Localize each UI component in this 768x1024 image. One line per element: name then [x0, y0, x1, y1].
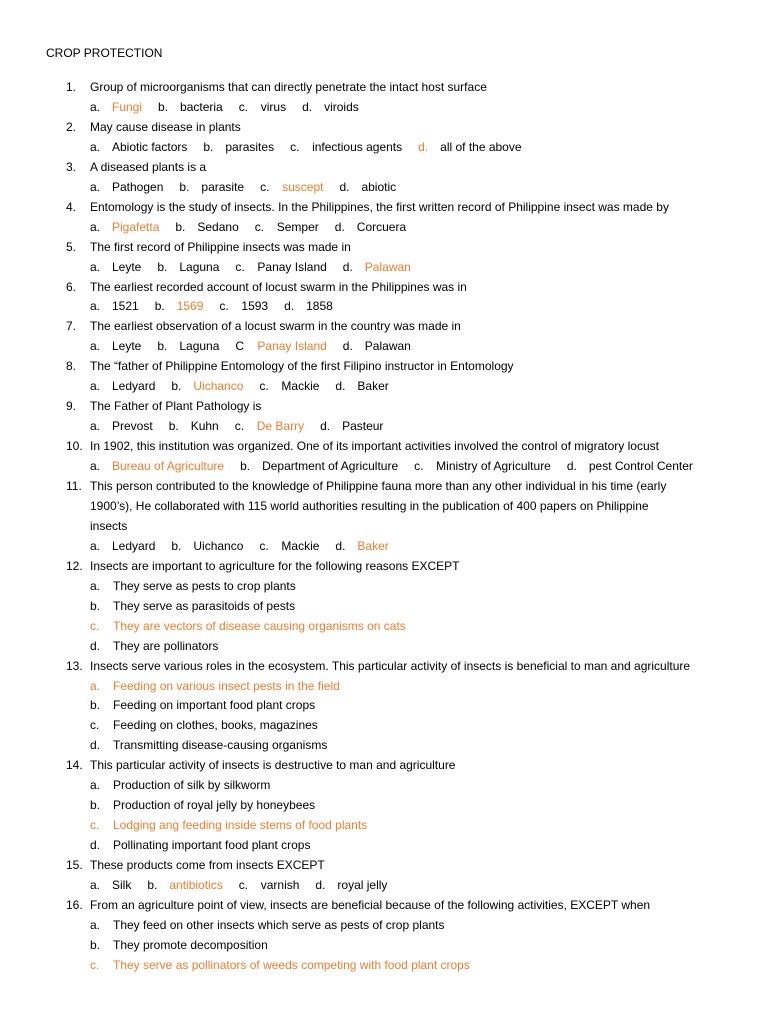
question-line — [66, 656, 738, 676]
correct-answer-text: They serve as pollinators of weeds competing with food plant crops — [113, 957, 470, 972]
option-letter: a. — [90, 179, 101, 194]
option-text: Pollinating important food plant crops — [113, 838, 311, 853]
answer-option — [239, 97, 286, 117]
answer-option — [302, 97, 359, 117]
question-text: Insects are important to agriculture for the following reasons EXCEPT — [90, 558, 460, 573]
answer-option — [339, 177, 396, 197]
option-letter: c. — [90, 618, 100, 633]
option-letter: a. — [90, 538, 101, 553]
options-row — [90, 376, 748, 396]
option-text: Ministry of Agriculture — [436, 459, 551, 474]
answer-option — [315, 875, 387, 895]
option-text: They feed on other insects which serve as pests of crop plants — [113, 917, 445, 932]
option-letter: d. — [342, 259, 353, 274]
answer-option — [335, 217, 406, 237]
answer-option — [255, 217, 319, 237]
question-number: 13. — [66, 658, 83, 673]
answer-option — [90, 217, 159, 237]
option-text: Semper — [276, 219, 319, 234]
options-row — [90, 536, 748, 556]
answer-option — [343, 257, 411, 277]
option-text: Corcuera — [356, 219, 407, 234]
page-title: CROP PROTECTION — [46, 46, 163, 60]
option-text: Pathogen — [112, 179, 164, 194]
option-letter: c. — [90, 818, 100, 833]
question-number: 11. — [66, 479, 82, 493]
question-line — [66, 77, 738, 97]
question-number: 9. — [66, 399, 77, 414]
option-text: They are pollinators — [113, 638, 219, 653]
answer-option — [260, 177, 323, 197]
option-letter: c. — [90, 957, 100, 972]
option-letter: a. — [90, 678, 101, 693]
question-text: These products come from insects EXCEPT — [90, 858, 325, 873]
answer-option — [90, 616, 748, 636]
option-letter: a. — [90, 139, 101, 154]
answer-option — [239, 875, 300, 895]
option-letter: d. — [335, 379, 346, 394]
answer-option — [90, 636, 748, 656]
option-text: virus — [260, 99, 287, 114]
answer-option — [90, 336, 141, 356]
correct-answer-text: Panay Island — [257, 339, 327, 354]
option-text: infectious agents — [312, 139, 403, 154]
options-row — [90, 217, 748, 237]
answer-option — [90, 695, 748, 715]
option-letter: c. — [259, 379, 269, 394]
option-text: Laguna — [179, 259, 220, 274]
answer-option — [90, 775, 748, 795]
option-letter: c. — [290, 139, 300, 154]
option-letter: c. — [235, 259, 245, 274]
answer-option — [290, 137, 402, 157]
question-number: 16. — [66, 897, 83, 912]
option-text: royal jelly — [337, 878, 388, 892]
option-letter: b. — [240, 459, 251, 474]
answer-option — [90, 715, 748, 735]
answer-option — [90, 735, 748, 755]
question-text: 1900’s), He collaborated with 115 world authorities resulting in the publication of 400 papers on Philippine — [90, 498, 649, 513]
option-letter: c. — [234, 419, 245, 434]
correct-answer-text: They are vectors of disease causing organisms on cats — [113, 618, 406, 633]
answer-option — [171, 536, 243, 556]
question-text: Entomology is the study of insects. In the Philippines, the first written record of Philippine insect was made by — [90, 199, 669, 214]
option-text: Department of Agriculture — [262, 459, 399, 474]
option-letter: b. — [90, 698, 101, 713]
option-text: pest Control Center — [588, 459, 693, 474]
options-row — [90, 137, 748, 157]
answer-option — [259, 536, 319, 556]
option-text: Palawan — [364, 339, 411, 354]
option-text: Abiotic factors — [112, 139, 188, 154]
option-letter: d. — [284, 299, 295, 314]
answer-option — [169, 416, 219, 436]
option-letter: d. — [334, 219, 345, 234]
options-row — [90, 257, 748, 277]
option-text: Leyte — [112, 339, 142, 354]
question-text: In 1902, this institution was organized. One of its important activities involved the control of migratory locust — [90, 439, 659, 454]
answer-option — [90, 177, 163, 197]
question-text: The first record of Philippine insects was made in — [90, 239, 351, 254]
question-line — [66, 396, 738, 416]
option-letter: a. — [90, 459, 101, 474]
option-letter: b. — [157, 259, 168, 274]
question-line — [66, 356, 738, 376]
question-text: Insects serve various roles in the ecosystem. This particular activity of insects is beneficial to man and agriculture — [90, 658, 691, 673]
question-line — [66, 157, 738, 177]
option-text: viroids — [324, 99, 359, 114]
question-continuation — [90, 516, 738, 536]
answer-option — [259, 376, 319, 396]
option-letter: d. — [566, 459, 577, 474]
option-letter: c. — [254, 219, 265, 234]
correct-answer-text: Baker — [357, 538, 389, 553]
option-text: Mackie — [281, 379, 320, 394]
question-text: The earliest recorded account of locust swarm in the Philippines was in — [90, 279, 467, 294]
question-number: 8. — [66, 359, 77, 374]
correct-answer-text: suscept — [282, 179, 324, 194]
answer-option — [235, 257, 326, 277]
answer-option — [335, 376, 388, 396]
question-line — [66, 895, 738, 915]
question-line — [66, 197, 738, 217]
answer-option — [203, 137, 274, 157]
answer-option — [219, 296, 268, 316]
answer-option — [147, 875, 222, 895]
option-letter: d. — [342, 339, 353, 354]
question-number: 3. — [66, 159, 77, 174]
option-letter: a. — [90, 878, 101, 892]
option-letter: a. — [90, 379, 101, 394]
answer-option — [90, 815, 748, 835]
option-letter: b. — [147, 878, 158, 892]
correct-answer-text: Lodging ang feeding inside stems of food plants — [113, 818, 368, 833]
question-number: 12. — [66, 558, 83, 573]
answer-option — [567, 456, 693, 476]
answer-option — [284, 296, 333, 316]
question-number: 10. — [66, 439, 83, 454]
answer-option — [90, 456, 224, 476]
correct-answer-text: Bureau of Agriculture — [112, 459, 225, 474]
option-text: Feeding on clothes, books, magazines — [113, 718, 318, 733]
option-text: parasite — [201, 179, 245, 194]
question-text: The Father of Plant Pathology is — [90, 399, 262, 414]
option-text: Pasteur — [342, 419, 384, 434]
answer-option — [90, 376, 155, 396]
option-letter: d. — [335, 538, 346, 553]
answer-option — [158, 97, 223, 117]
question-line — [66, 855, 738, 875]
option-letter: d. — [320, 419, 331, 434]
option-letter: b. — [157, 339, 168, 354]
question-continuation — [90, 496, 738, 516]
question-line — [66, 436, 738, 456]
options-row — [90, 97, 748, 117]
question-text: insects — [90, 518, 128, 533]
option-text: 1521 — [112, 299, 139, 314]
question-number: 6. — [66, 279, 77, 294]
answer-option — [90, 935, 748, 955]
answer-option — [90, 596, 748, 616]
question-text: May cause disease in plants — [90, 119, 241, 134]
question-line — [66, 316, 738, 336]
answer-option — [414, 456, 551, 476]
question-text: From an agriculture point of view, insects are beneficial because of the following activities, EXCEPT when — [90, 897, 651, 912]
question-line — [66, 556, 738, 576]
option-text: Production of silk by silkworm — [113, 778, 271, 793]
option-letter: b. — [203, 139, 214, 154]
answer-option — [179, 177, 244, 197]
options-row — [90, 336, 748, 356]
question-line — [66, 476, 738, 496]
option-letter: c. — [259, 538, 269, 553]
option-letter: b. — [90, 598, 101, 613]
answer-option — [240, 456, 398, 476]
option-letter: a. — [90, 578, 101, 593]
option-letter: c. — [90, 718, 100, 733]
question-text: A diseased plants is a — [90, 159, 207, 174]
option-letter: c. — [260, 179, 270, 194]
answer-option — [155, 296, 204, 316]
correct-answer-text: Uichanco — [193, 379, 244, 394]
option-text: They serve as parasitoids of pests — [113, 598, 296, 613]
option-letter: d. — [90, 638, 101, 653]
answer-option — [90, 416, 153, 436]
option-text: Silk — [112, 878, 132, 892]
option-letter: b. — [175, 219, 186, 234]
option-letter: c. — [219, 299, 229, 314]
question-number: 4. — [66, 199, 77, 214]
answer-option — [90, 536, 155, 556]
option-text: Uichanco — [193, 538, 244, 553]
option-text: Production of royal jelly by honeybees — [113, 798, 316, 813]
correct-answer-text: Fungi — [112, 99, 143, 114]
answer-option — [157, 336, 219, 356]
option-text: Ledyard — [112, 538, 156, 553]
correct-answer-text: 1569 — [176, 299, 204, 314]
option-text: Transmitting disease-causing organisms — [113, 738, 328, 753]
option-letter: a. — [90, 219, 101, 234]
question-number: 2. — [66, 119, 77, 134]
option-letter: a. — [90, 299, 101, 314]
option-text: abiotic — [361, 179, 397, 194]
question-line — [66, 755, 738, 775]
answer-option — [418, 137, 521, 157]
option-letter: b. — [171, 538, 182, 553]
correct-answer-text: Pigafetta — [112, 219, 160, 234]
correct-answer-text: Feeding on various insect pests in the field — [113, 678, 340, 693]
option-text: 1593 — [241, 299, 269, 314]
correct-answer-text: Palawan — [364, 259, 411, 274]
option-text: Laguna — [179, 339, 220, 354]
option-text: They serve as pests to crop plants — [113, 578, 296, 593]
question-number: 1. — [66, 80, 77, 94]
question-text: The earliest observation of a locust swarm in the country was made in — [90, 319, 461, 334]
option-letter: a. — [90, 419, 101, 434]
question-number: 15. — [66, 858, 83, 873]
options-row — [90, 875, 748, 895]
option-letter: d. — [418, 139, 429, 154]
answer-option — [90, 955, 748, 975]
options-row — [90, 456, 748, 476]
question-text: The “father of Philippine Entomology of the first Filipino instructor in Entomology — [90, 359, 514, 374]
option-letter: a. — [90, 339, 101, 354]
option-letter: a. — [90, 99, 101, 114]
option-letter: b. — [158, 99, 169, 114]
option-text: Baker — [357, 379, 389, 394]
option-letter: b. — [154, 299, 165, 314]
options-row — [90, 177, 748, 197]
question-line — [66, 277, 738, 297]
option-text: Ledyard — [112, 379, 156, 394]
answer-option — [90, 97, 142, 117]
question-line — [66, 117, 738, 137]
answer-option — [90, 576, 748, 596]
question-text: Group of microorganisms that can directly penetrate the intact host surface — [90, 80, 487, 94]
option-text: Sedano — [197, 219, 239, 234]
option-letter: a. — [90, 917, 101, 932]
option-text: parasites — [225, 139, 275, 154]
option-letter: b. — [179, 179, 190, 194]
question-number: 7. — [66, 319, 77, 334]
option-letter: b. — [171, 379, 182, 394]
answer-option — [343, 336, 411, 356]
option-letter: a. — [90, 778, 101, 793]
correct-answer-text: antibiotics — [169, 878, 223, 892]
option-letter: d. — [90, 738, 101, 753]
options-row — [90, 416, 748, 436]
answer-option — [90, 875, 131, 895]
option-letter: d. — [339, 179, 350, 194]
option-letter: d. — [315, 878, 326, 892]
option-text: Leyte — [112, 259, 142, 274]
options-row — [90, 296, 748, 316]
option-text: They promote decomposition — [113, 937, 268, 952]
question-number: 14. — [66, 758, 83, 773]
option-text: Feeding on important food plant crops — [113, 698, 316, 713]
option-text: Mackie — [281, 538, 320, 553]
question-text: This person contributed to the knowledge of Philippine fauna more than any other individual in his time (early — [90, 479, 667, 493]
option-letter: c. — [414, 459, 424, 474]
answer-option — [235, 416, 304, 436]
answer-option — [157, 257, 219, 277]
option-text: Panay Island — [257, 259, 327, 274]
answer-option — [320, 416, 383, 436]
correct-answer-text: all of the above — [440, 139, 522, 154]
answer-option — [90, 835, 748, 855]
answer-option — [171, 376, 243, 396]
answer-option — [90, 915, 748, 935]
option-text: bacteria — [180, 99, 223, 114]
option-letter: c. — [238, 99, 249, 114]
question-text: This particular activity of insects is destructive to man and agriculture — [90, 758, 456, 773]
option-text: varnish — [260, 878, 300, 892]
option-letter: d. — [90, 838, 101, 853]
option-text: 1858 — [306, 299, 333, 314]
answer-option — [335, 536, 388, 556]
answer-option — [90, 296, 139, 316]
option-letter: a. — [90, 259, 101, 274]
option-letter: C — [235, 339, 245, 354]
option-text: Kuhn — [190, 419, 219, 434]
option-letter: d. — [302, 99, 313, 114]
answer-option — [90, 795, 748, 815]
option-letter: b. — [90, 937, 101, 952]
answer-option — [175, 217, 238, 237]
answer-option — [90, 257, 141, 277]
option-letter: b. — [90, 798, 101, 813]
question-number: 5. — [66, 239, 77, 254]
option-letter: b. — [168, 419, 179, 434]
answer-option — [235, 336, 326, 356]
option-text: Prevost — [112, 419, 153, 434]
option-letter: c. — [238, 878, 249, 892]
question-line — [66, 237, 738, 257]
answer-option — [90, 137, 187, 157]
answer-option — [90, 676, 748, 696]
correct-answer-text: De Barry — [256, 419, 305, 434]
